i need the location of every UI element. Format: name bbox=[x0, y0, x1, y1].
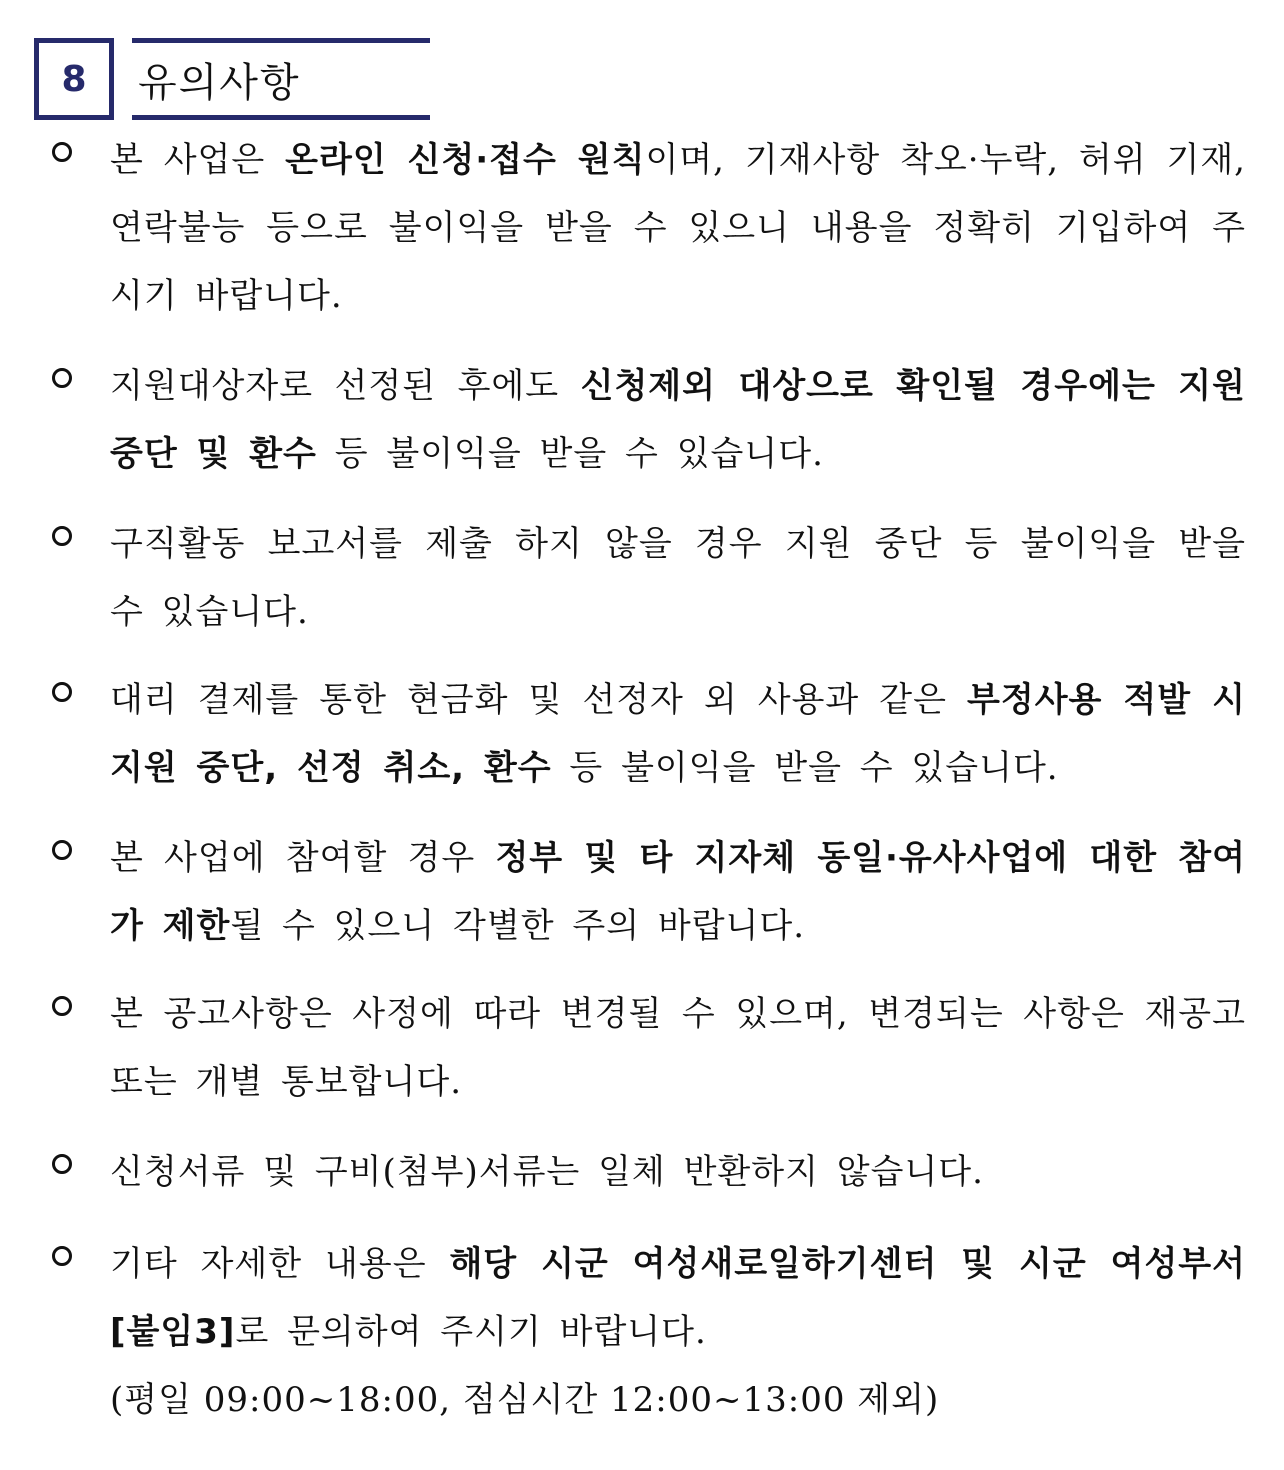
notice-item bbox=[52, 824, 1246, 960]
circle-bullet-icon bbox=[52, 368, 72, 388]
text-segment: 이며, 기재사항 착오·누락, 허위 기재, 연락불능 등으로 불이익을 받을 수 있으니 내용을 정확히 기입하여 주시기 바랍니다. bbox=[110, 140, 1246, 316]
section-title: 유의사항 bbox=[138, 59, 301, 106]
circle-bullet-icon bbox=[52, 1154, 72, 1174]
notice-item bbox=[52, 126, 1246, 330]
section-number: 8 bbox=[61, 58, 87, 100]
notice-item bbox=[52, 510, 1246, 646]
notice-text bbox=[110, 510, 1246, 646]
notice-item bbox=[52, 1138, 1246, 1206]
text-segment: 등 불이익을 받을 수 있습니다. bbox=[316, 434, 824, 474]
text-segment: 구직활동 보고서를 제출 하지 않을 경우 지원 중단 등 불이익을 받을 수 있습니다. bbox=[110, 524, 1246, 632]
notice-text bbox=[110, 1230, 1246, 1366]
section-number-box bbox=[34, 38, 114, 120]
business-hours-note: (평일 09:00~18:00, 점심시간 12:00~13:00 제외) bbox=[110, 1380, 940, 1420]
notice-text bbox=[110, 666, 1246, 802]
bold-segment: 해당 시군 여성새로일하기센터 및 시군 여성부서 [붙임3] bbox=[110, 1244, 1246, 1352]
notice-text bbox=[110, 126, 1246, 330]
bold-segment: 정부 및 타 지자체 동일·유사사업에 대한 참여가 제한 bbox=[110, 838, 1246, 946]
circle-bullet-icon bbox=[52, 526, 72, 546]
notice-item bbox=[52, 352, 1246, 488]
section-title-bar bbox=[132, 38, 430, 120]
text-segment: 등 불이익을 받을 수 있습니다. bbox=[551, 748, 1059, 788]
notice-text bbox=[110, 1138, 1246, 1206]
bold-segment: 온라인 신청·접수 원칙 bbox=[285, 140, 646, 180]
notice-item bbox=[52, 980, 1246, 1116]
notice-text bbox=[110, 352, 1246, 488]
text-segment: 기타 자세한 내용은 bbox=[110, 1244, 450, 1284]
bold-segment: 부정사용 적발 시 지원 중단, 선정 취소, 환수 bbox=[110, 680, 1246, 788]
circle-bullet-icon bbox=[52, 1246, 72, 1266]
text-segment: 될 수 있으니 각별한 주의 바랍니다. bbox=[230, 906, 806, 946]
circle-bullet-icon bbox=[52, 840, 72, 860]
text-segment: 신청서류 및 구비(첨부)서류는 일체 반환하지 않습니다. bbox=[110, 1152, 984, 1192]
text-segment: 본 사업에 참여할 경우 bbox=[110, 838, 496, 878]
notice-text bbox=[110, 980, 1246, 1116]
text-segment: 로 문의하여 주시기 바랍니다. bbox=[235, 1312, 707, 1352]
circle-bullet-icon bbox=[52, 142, 72, 162]
text-segment: 본 사업은 bbox=[110, 140, 286, 180]
bold-segment: 신청제외 대상으로 확인될 경우에는 지원중단 및 환수 bbox=[110, 366, 1246, 474]
text-segment: 대리 결제를 통한 현금화 및 선정자 외 사용과 같은 bbox=[110, 680, 967, 720]
text-segment: 본 공고사항은 사정에 따라 변경될 수 있으며, 변경되는 사항은 재공고 또는 개별 통보합니다. bbox=[110, 994, 1246, 1102]
text-segment: 지원대상자로 선정된 후에도 bbox=[110, 366, 581, 406]
notice-item bbox=[52, 666, 1246, 802]
notice-item bbox=[52, 1230, 1246, 1434]
notice-text bbox=[110, 824, 1246, 960]
circle-bullet-icon bbox=[52, 682, 72, 702]
circle-bullet-icon bbox=[52, 996, 72, 1016]
